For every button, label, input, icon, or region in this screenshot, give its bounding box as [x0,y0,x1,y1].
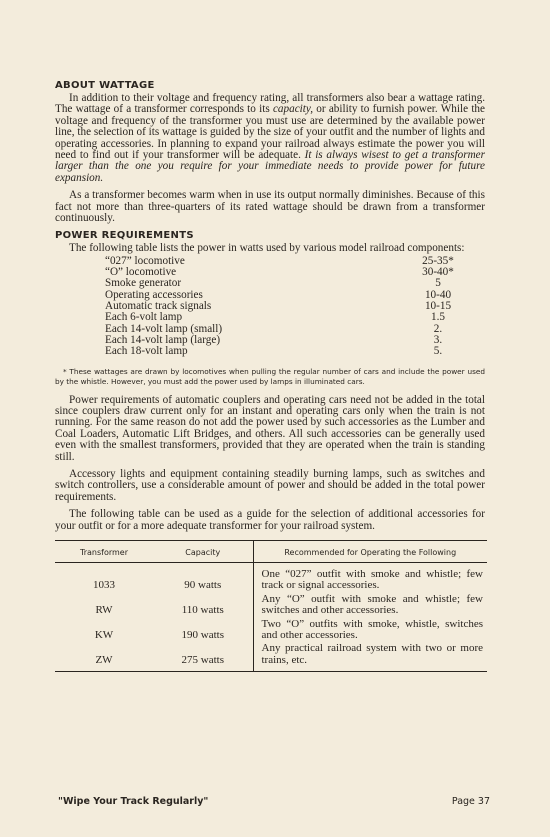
component-name: Automatic track signals [105,300,212,313]
cell-transformer: RW [95,604,113,617]
component-name: Each 18-volt lamp [105,345,188,358]
component-watts: 10-40 [424,288,452,301]
component-watts: 30-40* [422,266,454,279]
list-item [105,312,458,323]
footer-slogan: "Wipe Your Track Regularly" [58,796,209,807]
wattage-p1-italic-capacity: capacity, [272,103,314,116]
power-requirements-heading: POWER REQUIREMENTS [55,230,194,242]
table-header-row [55,541,487,563]
component-name: Each 14-volt lamp (large) [105,333,221,346]
cell-recommended: Two “O” outfits with smoke, whistle, switches and other accessories. [253,619,487,644]
page-content [55,80,485,672]
cell-capacity: 275 watts [181,653,224,666]
component-watts: 3. [433,333,443,346]
page-footer [58,796,490,807]
cell-transformer: KW [94,629,114,642]
header-capacity: Capacity [153,541,253,563]
wattage-footnote: * These wattages are drawn by locomotives when pulling the regular number of cars and include the power used by the whistle. However, you must add the power used by lamps in illuminated cars. [55,366,485,387]
wattage-p1-text-b: or ability to furnish power. While the voltage and frequency of the transformer you must use are determined by the available power line, the selection of its wattage is guided by the size of your outfit and the number of lights and operating accessories. In planning to expand your railroad always estimate the power you will need to find out if your transformer will be adequate. [55,103,485,162]
table-row [55,643,487,671]
cell-recommended: Any practical railroad system with two or more trains, etc. [253,643,487,671]
component-name: Operating accessories [105,288,203,301]
component-watts: 25-35* [422,254,454,267]
page-number: Page 37 [451,796,490,807]
guide-paragraph: The following table can be used as a guide for the selection of additional accessories for your outfit or for a more adequate transformer for your railroad system. [55,508,485,532]
cell-capacity: 90 watts [184,579,222,592]
header-transformer: Transformer [55,541,153,563]
component-watts: 5. [433,345,443,358]
table-row [55,594,487,619]
cell-recommended: Any “O” outfit with smoke and whistle; few switches and other accessories. [253,594,487,619]
component-watts: 10-15 [424,300,452,313]
wattage-paragraph-2: As a transformer becomes warm when in use its output normally diminishes. Because of this fact not more than three-quarters of its rated wattage should be drawn from a transformer continuously. [55,189,485,225]
cell-capacity: 110 watts [181,604,224,617]
component-name: Smoke generator [105,277,182,290]
about-wattage-heading: ABOUT WATTAGE [55,80,155,91]
cell-transformer: 1033 [93,579,115,592]
header-recommended: Recommended for Operating the Following [253,541,487,563]
component-wattage-list [105,256,458,358]
component-watts: 2. [433,322,443,335]
couplers-paragraph: Power requirements of automatic couplers and operating cars need not be added in the total since couplers draw current only for an instant and operating cars only when the train is not running. For the same reason do not add the power used by such accessories as the Lumber and Coal Loaders, Automatic Lift Bridges, and others. All such accessories can be generally used even with the smallest transformers, provided that they are operated when the train is standing still. [55,393,485,463]
component-watts: 5 [435,277,441,290]
cell-transformer: ZW [95,653,113,666]
cell-capacity: 190 watts [181,629,224,642]
wattage-paragraph-1 [55,93,485,184]
component-name: Each 14-volt lamp (small) [105,322,223,335]
wattage-p1-text-a: In addition to their voltage and frequency rating, all transformers also bear a wattage rating. The wattage of a transformer corresponds to its [55,92,485,116]
cell-recommended: One “027” outfit with smoke and whistle; few track or signal accessories. [253,563,487,594]
component-name: “027” locomotive [105,254,185,267]
table-row [55,619,487,644]
wattage-p1-italic-advice: It is always wisest to get a transformer larger than the one you require for your immediate needs to provide power for future expansion. [55,149,485,184]
list-item [105,346,458,357]
transformer-guide-table [55,540,487,672]
accessory-lights-paragraph: Accessory lights and equipment containing steadily burning lamps, such as switches and switch controllers, use a considerable amount of power and should be added in the total power requirements. [55,467,485,503]
table-row [55,563,487,594]
component-name: “O” locomotive [105,266,177,279]
power-intro: The following table lists the power in watts used by various model railroad components: [69,242,465,255]
component-name: Each 6-volt lamp [105,311,183,324]
component-watts: 1.5 [431,311,445,324]
